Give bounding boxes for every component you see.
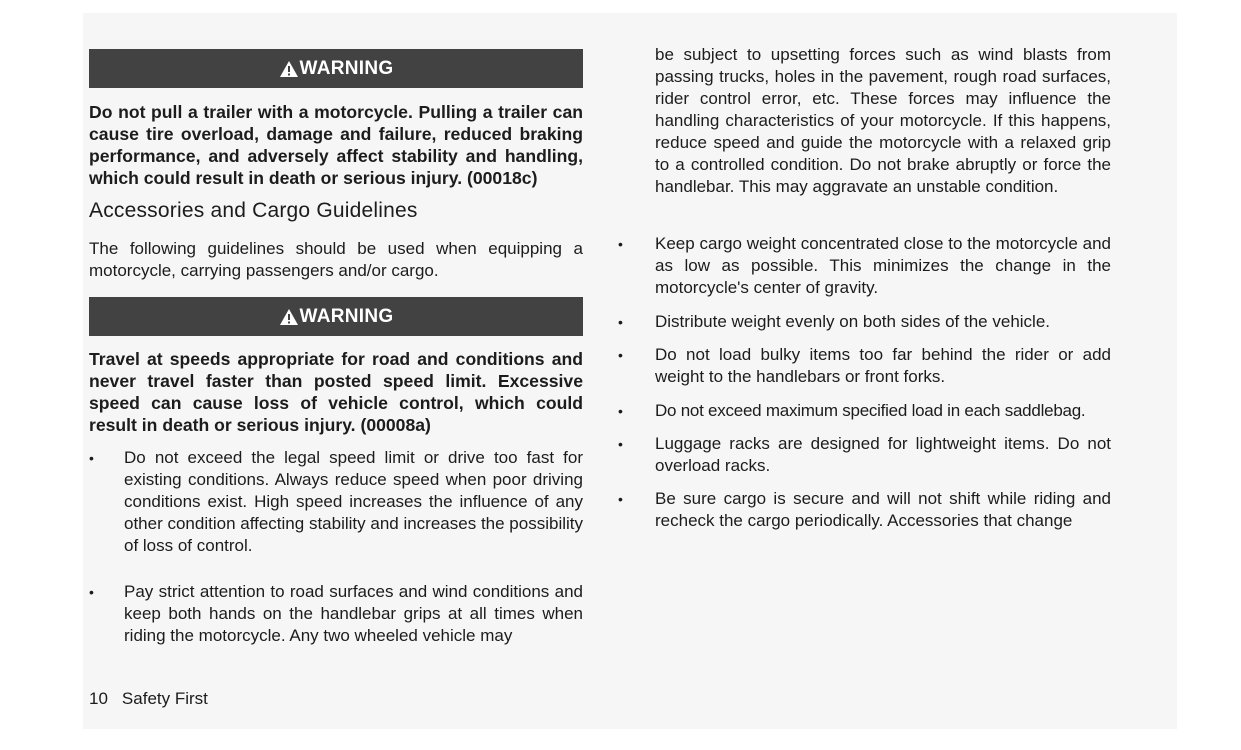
footer-section-name: Safety First [121,689,208,708]
bullet-marker: • [618,436,623,452]
section-intro: The following guidelines should be used when equipping a motorcycle, carrying passengers and/or cargo. [89,239,583,280]
section-heading: Accessories and Cargo Guidelines [89,199,418,222]
page-number: 10 [89,689,108,708]
warning-banner-2 [89,297,583,336]
bullet-text: Luggage racks are designed for lightweight items. Do not overload racks. [655,434,1111,475]
warning-triangle-icon [279,308,299,326]
warning-triangle-icon [279,60,299,78]
page-footer [89,689,222,709]
bullet-marker: • [618,314,623,330]
bullet-text: Pay strict attention to road surfaces and wind conditions and keep both hands on the handlebar grips at all times when riding the motorcycle. Any two wheeled vehicle may [124,582,583,645]
bullet-marker: • [618,403,623,419]
warning-label-1: WARNING [299,57,394,79]
bullet-text: Be sure cargo is secure and will not shift while riding and recheck the cargo periodically. Accessories that change [655,489,1111,530]
bullet-marker: • [618,491,623,507]
continuation-paragraph: be subject to upsetting forces such as wind blasts from passing trucks, holes in the pavement, rough road surfaces, rider control error, etc. These forces may influence the handling characteristics of your motorcycle. If this happens, reduce speed and guide the motorcycle with a relaxed grip to a controlled condition. Do not brake abruptly or force the handlebar. This may aggravate an unstable condition. [655,45,1111,196]
bullet-marker: • [89,450,94,466]
bullet-marker: • [89,584,94,600]
bullet-text: Keep cargo weight concentrated close to the motorcycle and as low as possible. This minimizes the change in the motorcycle's center of gravity. [655,234,1111,297]
bullet-marker: • [618,236,623,252]
warning-text-2: Travel at speeds appropriate for road and conditions and never travel faster than posted speed limit. Excessive speed can cause loss of vehicle control, which could result in death or serious injury. (00008a) [89,349,583,435]
warning-label-2: WARNING [299,305,394,327]
bullet-marker: • [618,347,623,363]
warning-text-1: Do not pull a trailer with a motorcycle. Pulling a trailer can cause tire overload, damage and failure, reduced braking performance, and adversely affect stability and handling, which could result in death or serious injury. (00018c) [89,102,583,188]
manual-page [83,13,1177,729]
warning-banner-1 [89,49,583,88]
bullet-text: Do not exceed maximum specified load in each saddlebag. [655,401,1086,420]
bullet-text: Do not exceed the legal speed limit or drive too fast for existing conditions. Always reduce speed when poor driving conditions exist. High speed increases the influence of any other condition affecting stability and increases the possibility of loss of control. [124,448,583,555]
bullet-text: Distribute weight evenly on both sides of the vehicle. [655,312,1051,331]
bullet-text: Do not load bulky items too far behind the rider or add weight to the handlebars or front forks. [655,345,1111,386]
